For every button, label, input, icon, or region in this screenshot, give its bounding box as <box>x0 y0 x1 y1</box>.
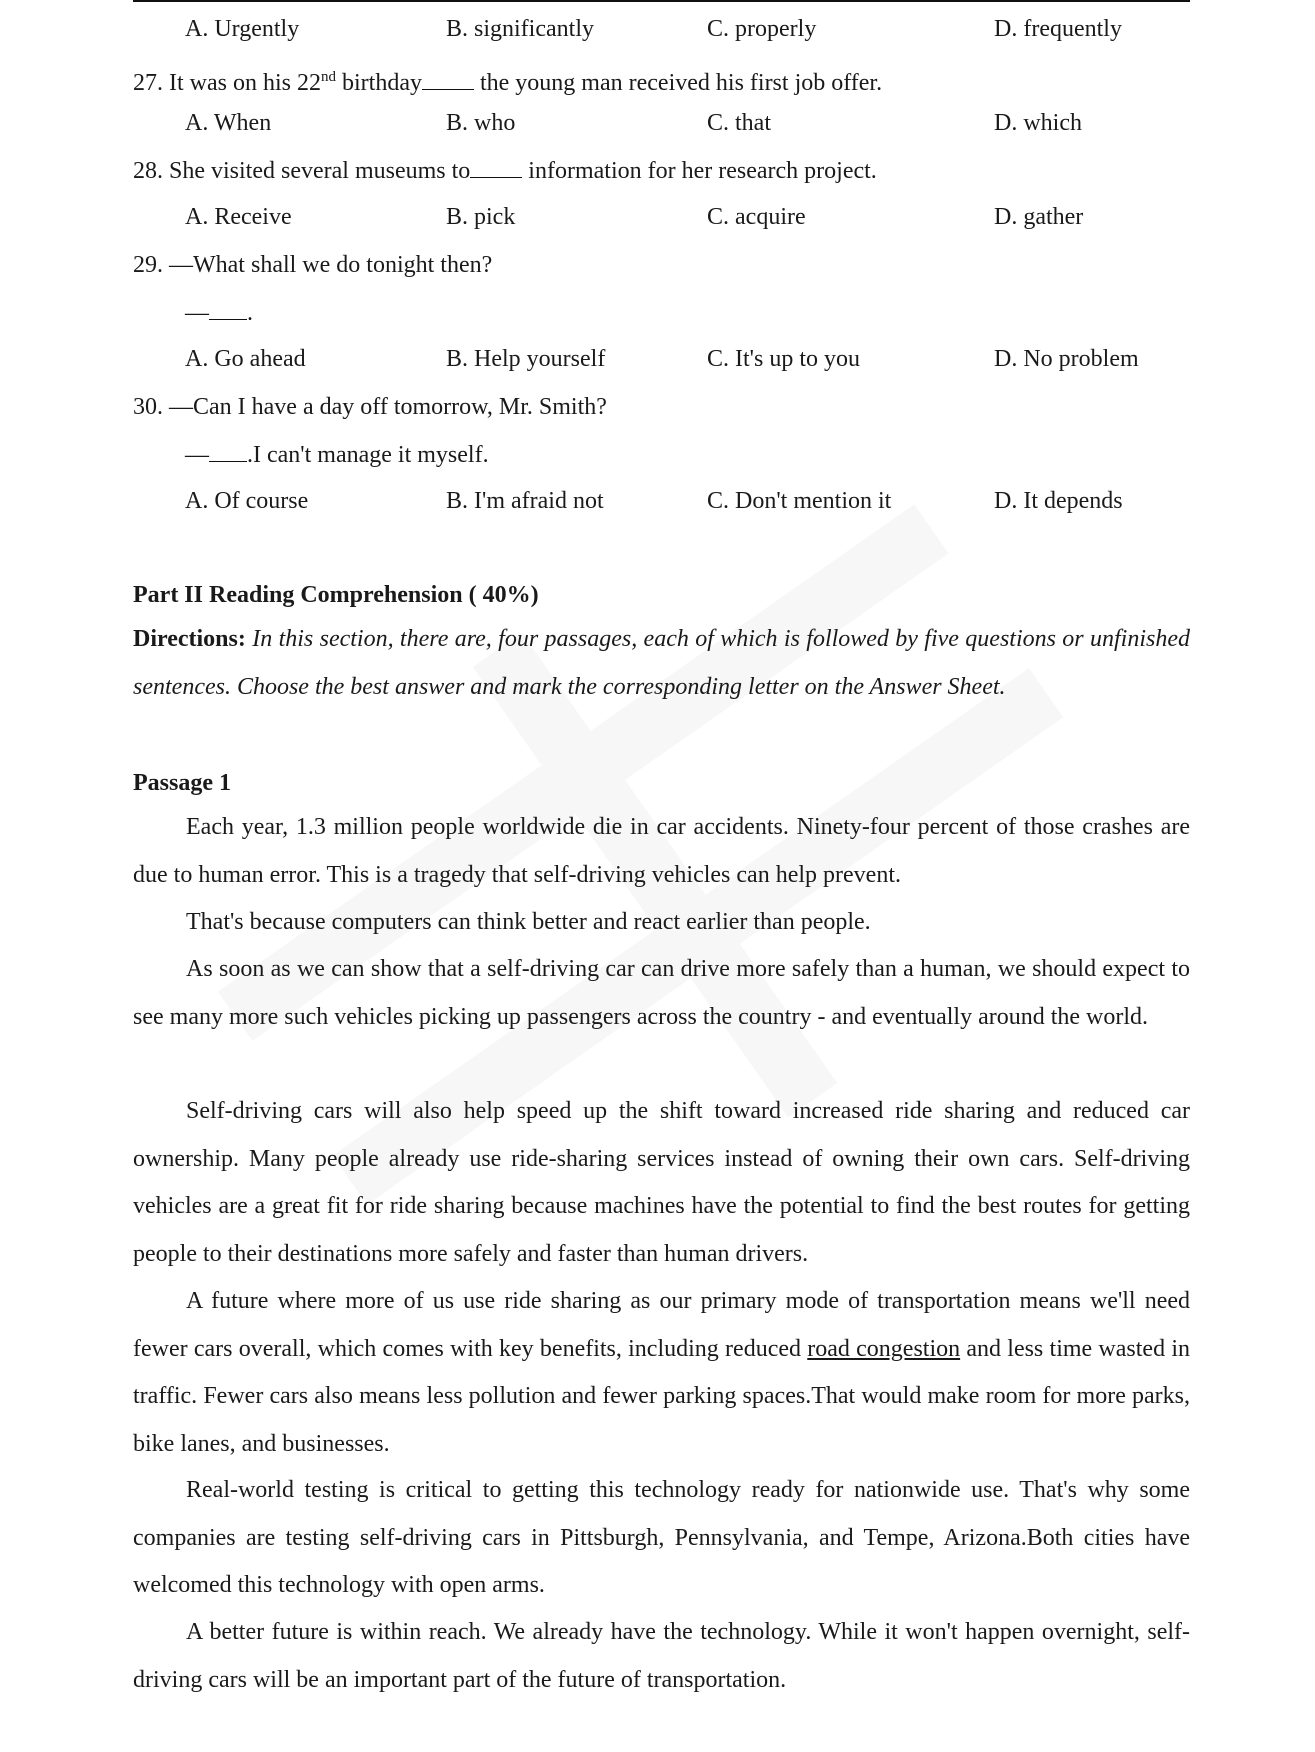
part2-heading: Part II Reading Comprehension ( 40%) <box>133 582 539 608</box>
q30-option-c: C. Don't mention it <box>707 488 892 514</box>
directions-text: In this section, there are, four passages, each of which is followed by five questions or unfinished sentences. Choose the best answer and mark the corresponding letter on the Answer Sheet. <box>133 626 1190 700</box>
q30-reply <box>185 439 489 470</box>
q28-option-a: A. Receive <box>185 204 292 230</box>
q28-blank <box>470 155 522 178</box>
q28-stem-pre: 28. She visited several museums to <box>133 158 471 184</box>
top-rule <box>133 0 1190 2</box>
q29-stem: 29. —What shall we do tonight then? <box>133 252 493 278</box>
q30-option-a: A. Of course <box>185 488 309 514</box>
q27-stem-sup: nd <box>321 69 336 85</box>
q29-reply-dash: — <box>185 300 209 326</box>
q26-option-c: C. properly <box>707 16 817 42</box>
q30-option-b: B. I'm afraid not <box>446 488 604 514</box>
q27-option-c: C. that <box>707 110 771 136</box>
q30-reply-post: .I can't manage it myself. <box>247 442 489 468</box>
q26-option-d: D. frequently <box>994 16 1122 42</box>
q29-option-b: B. Help yourself <box>446 346 606 372</box>
passage-paragraph-6: Real-world testing is critical to getting this technology ready for nationwide use. That's why some companies are testing self-driving cars in Pittsburgh, Pennsylvania, and Tempe, Arizona.Both cities have welcomed this technology with open arms. <box>133 1477 1190 1598</box>
q29-reply-post: . <box>247 300 253 326</box>
q28-option-c: C. acquire <box>707 204 806 230</box>
q30-reply-dash: — <box>185 442 209 468</box>
q30-stem: 30. —Can I have a day off tomorrow, Mr. Smith? <box>133 394 607 420</box>
q27-option-d: D. which <box>994 110 1082 136</box>
passage-paragraph-3: As soon as we can show that a self-driving car can drive more safely than a human, we should expect to see many more such vehicles picking up passengers across the country - and eventually around the world. <box>133 956 1190 1030</box>
q29-blank <box>209 297 247 320</box>
q26-option-a: A. Urgently <box>185 16 300 42</box>
p5-underlined-term: road congestion <box>807 1335 961 1362</box>
passage-paragraph-7: A better future is within reach. We already have the technology. While it won't happen overnight, self-driving cars will be an important part of the future of transportation. <box>133 1619 1190 1693</box>
p5-post: and less time wasted in traffic. Fewer cars also means less pollution and fewer parking spaces.That would make room for more parks, bike lanes, and businesses. <box>133 1335 1190 1457</box>
q29-option-a: A. Go ahead <box>185 346 306 372</box>
q26-option-b: B. significantly <box>446 16 594 42</box>
q27-option-b: B. who <box>446 110 516 136</box>
p5-pre: A future where more of us use ride sharing as our primary mode of transportation means we'll need fewer cars overall, which comes with key benefits, including reduced <box>133 1288 1190 1362</box>
passage-paragraph-2: That's because computers can think better and react earlier than people. <box>186 909 871 935</box>
q27-stem <box>133 62 1190 98</box>
q28-stem-post: information for her research project. <box>522 158 877 184</box>
passage-paragraph-1: Each year, 1.3 million people worldwide die in car accidents. Ninety-four percent of those crashes are due to human error. This is a tragedy that self-driving vehicles can help prevent. <box>133 814 1190 888</box>
q30-blank <box>209 439 247 462</box>
q27-stem-pre: 27. It was on his 22 <box>133 70 321 96</box>
passage-paragraph-5 <box>133 1278 1190 1468</box>
q27-stem-post: the young man received his first job offer. <box>473 70 883 96</box>
q29-option-d: D. No problem <box>994 346 1139 372</box>
q29-option-c: C. It's up to you <box>707 346 860 372</box>
q27-blank <box>422 67 474 90</box>
passage-title: Passage 1 <box>133 770 231 796</box>
q27-option-a: A. When <box>185 110 272 136</box>
q29-reply <box>185 297 253 328</box>
q28-option-d: D. gather <box>994 204 1084 230</box>
passage-paragraph-4: Self-driving cars will also help speed up the shift toward increased ride sharing and reduced car ownership. Many people already use ride-sharing services instead of owning their own cars. Self-driving vehicles are a great fit for ride sharing because machines have the potential to find the best routes for getting people to their destinations more safely and faster than human drivers. <box>133 1098 1190 1267</box>
q27-stem-mid: birthday <box>336 70 422 96</box>
q28-option-b: B. pick <box>446 204 516 230</box>
q28-stem <box>133 155 1190 186</box>
part2-directions <box>133 616 1190 711</box>
q30-option-d: D. It depends <box>994 488 1123 514</box>
directions-label: Directions: <box>133 626 246 652</box>
